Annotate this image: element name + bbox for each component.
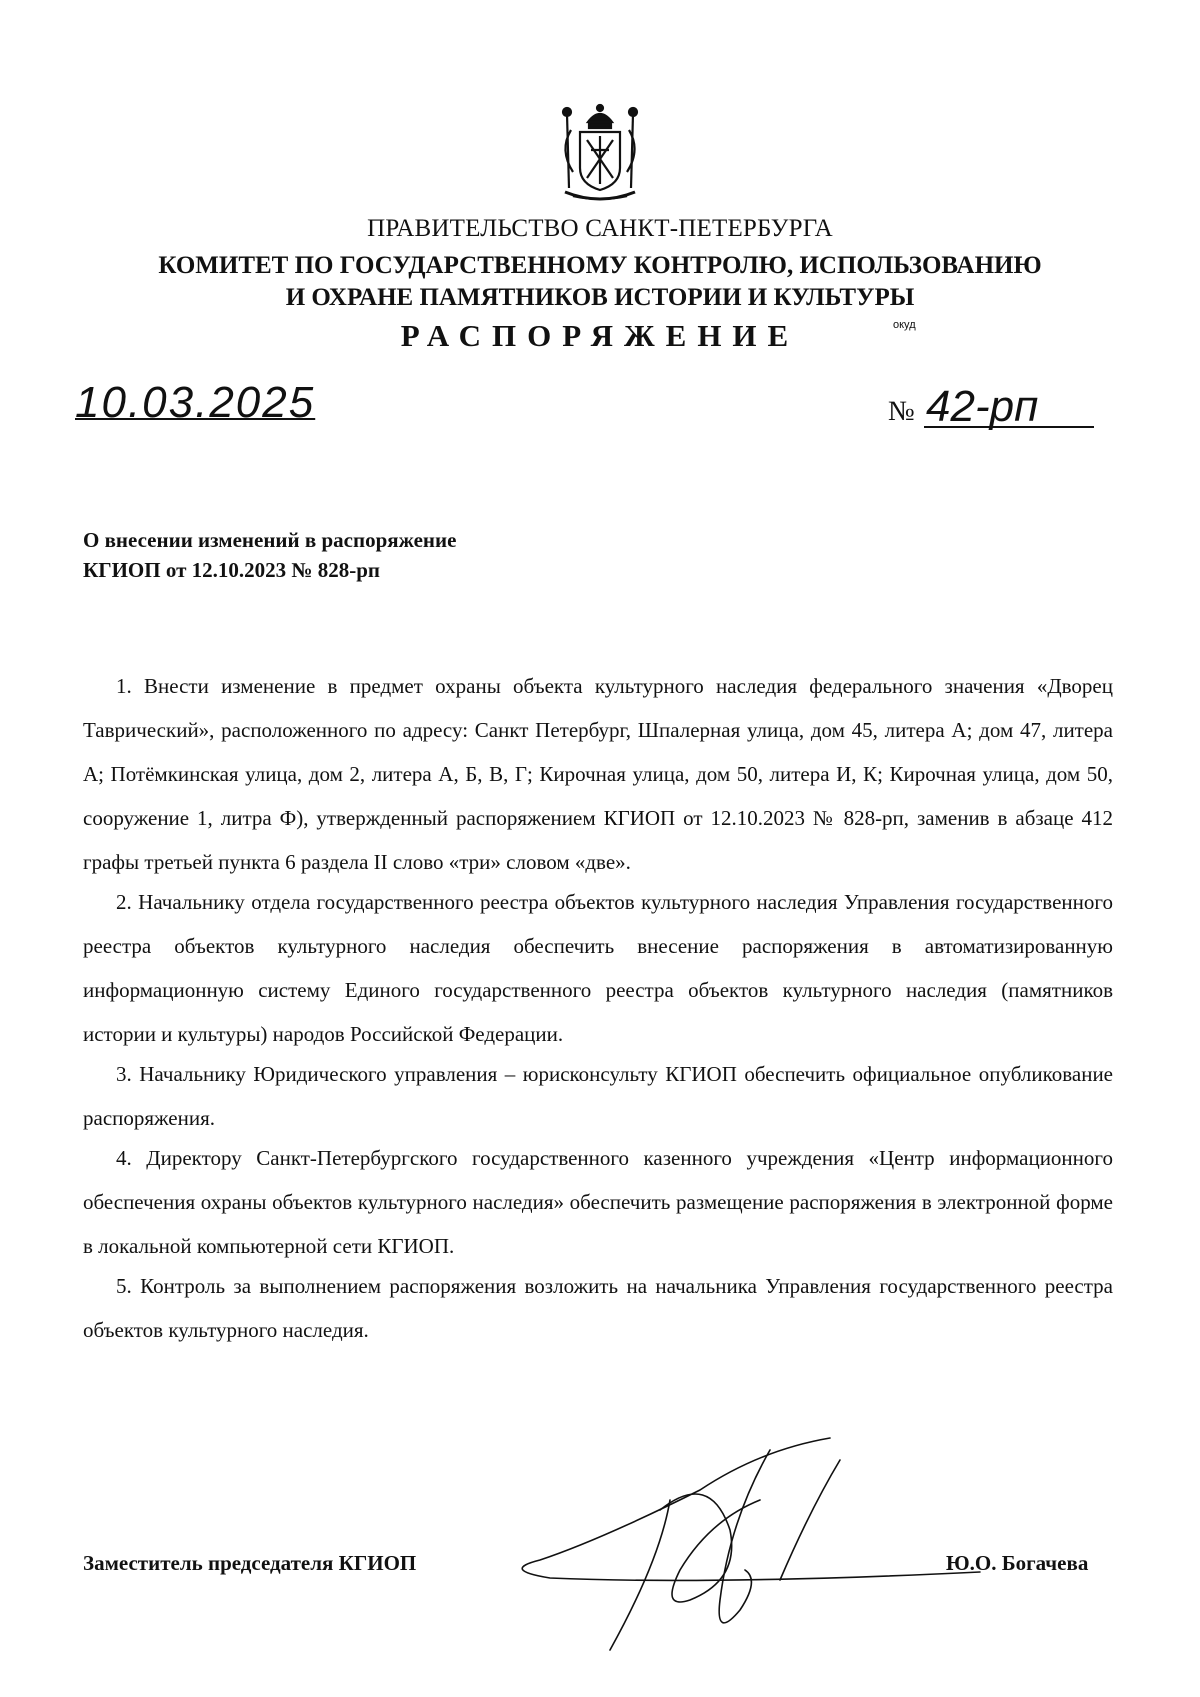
document-date: 10.03.2025 <box>75 378 316 427</box>
paragraph-4: 4. Директору Санкт-Петербургского государственного казенного учреждения «Центр информационного обеспечения охраны объектов культурного наследия» обеспечить размещение распоряжения в электронной форме в локальной компьютерной сети КГИОП. <box>83 1146 1113 1258</box>
paragraph-3: 3. Начальнику Юридического управления – юрисконсульту КГИОП обеспечить официальное опубликование распоряжения. <box>83 1062 1113 1130</box>
committee-line-2: И ОХРАНЕ ПАМЯТНИКОВ ИСТОРИИ И КУЛЬТУРЫ <box>285 284 915 311</box>
number-underline <box>924 426 1094 428</box>
paragraph-1: 1. Внести изменение в предмет охраны объекта культурного наследия федерального значения «Дворец Таврический», расположенного по адресу: Санкт Петербург, Шпалерная улица, дом 45, литера А; дом 47, литера А; Потёмкинская улица, дом 2, литера А, Б, В, Г; Кирочная улица, дом 50, литера И, К; Кирочная улица, дом 50, сооружение 1, литра Ф), утвержденный распоряжением КГИОП от 12.10.2023 № 828-рп, заменив в абзаце 412 графы третьей пункта 6 раздела II слово «три» словом «две». <box>83 674 1113 874</box>
document-body <box>83 664 1113 1348</box>
okud-label: окуд <box>893 319 916 331</box>
committee-name <box>0 250 1200 314</box>
coat-of-arms-icon <box>545 100 655 210</box>
number-value: 42-рп <box>926 382 1039 431</box>
government-name: ПРАВИТЕЛЬСТВО САНКТ-ПЕТЕРБУРГА <box>367 215 833 242</box>
document-subject <box>83 525 456 585</box>
paragraph-2: 2. Начальнику отдела государственного реестра объектов культурного наследия Управления государственного реестра объектов культурного наследия обеспечить внесение распоряжения в автоматизированную информационную систему Единого государственного реестра объектов культурного наследия (памятников истории и культуры) народов Российской Федерации. <box>83 890 1113 1046</box>
handwritten-signature <box>510 1410 990 1670</box>
subject-line-2: КГИОП от 12.10.2023 № 828-рп <box>83 558 381 582</box>
signatory-name: Ю.О. Богачева <box>946 1551 1089 1575</box>
document-type: РАСПОРЯЖЕНИЕ <box>400 318 800 353</box>
number-label: № <box>888 396 915 427</box>
document-number <box>888 382 1098 432</box>
subject-line-1: О внесении изменений в распоряжение <box>83 528 457 552</box>
committee-line-1: КОМИТЕТ ПО ГОСУДАРСТВЕННОМУ КОНТРОЛЮ, ИСПОЛЬЗОВАНИЮ <box>158 252 1042 279</box>
paragraph-5: 5. Контроль за выполнением распоряжения возложить на начальника Управления государственного реестра объектов культурного наследия. <box>83 1274 1113 1342</box>
signatory-title: Заместитель председателя КГИОП <box>83 1551 417 1575</box>
